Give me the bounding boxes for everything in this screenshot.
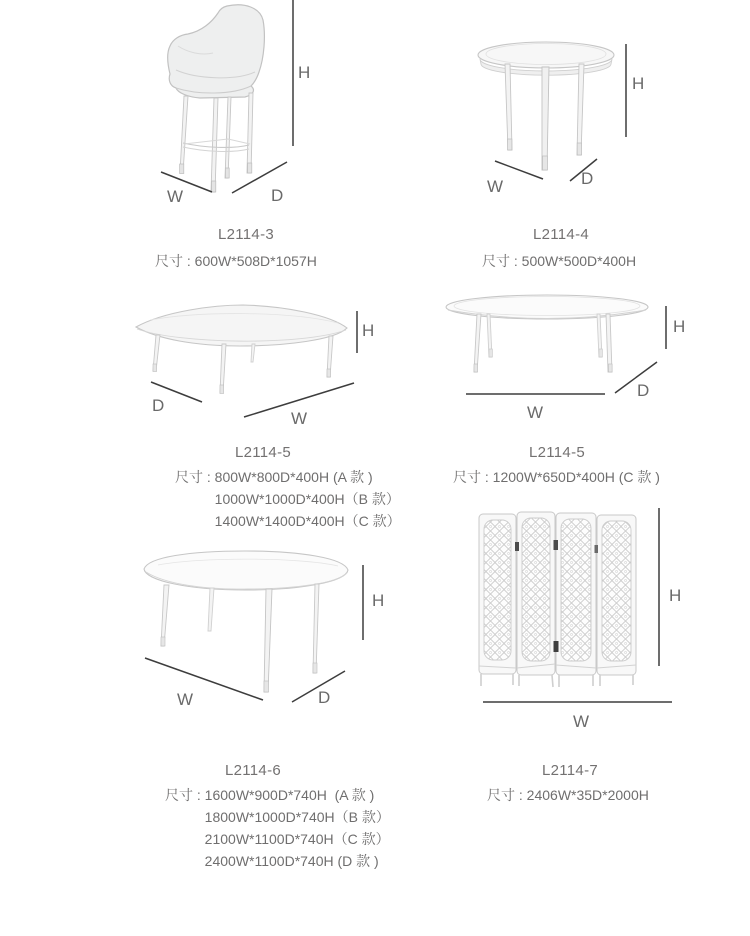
size-line: 1200W*650D*400H (C 款 ): [492, 469, 660, 485]
product-code: L2114-7: [541, 762, 599, 779]
size-line: 800W*800D*400H (A 款 ): [214, 469, 373, 485]
product-dimensions: [482, 250, 636, 272]
depth-label: D: [271, 186, 284, 205]
height-label: H: [298, 63, 311, 82]
height-label: H: [372, 591, 385, 610]
width-label: W: [291, 409, 308, 428]
size-line: 500W*500D*400H: [521, 253, 637, 269]
oval-coffee-table-sketch: [446, 295, 666, 394]
size-line: 1000W*1000D*400H（B 款）: [214, 491, 400, 507]
product-dimensions: [155, 250, 317, 272]
product-dimensions: [453, 466, 660, 488]
bar-chair-sketch: [161, 0, 293, 193]
size-line: 2406W*35D*2000H: [526, 787, 649, 803]
product-code: L2114-4: [532, 226, 590, 243]
dimensions-prefix: 尺寸 :: [487, 787, 527, 803]
height-label: H: [669, 586, 682, 605]
size-lines: [493, 466, 660, 488]
product-code: L2114-6: [224, 762, 282, 779]
product-dimensions: [487, 784, 649, 806]
height-label: H: [673, 317, 686, 336]
dimensions-prefix: 尺寸 :: [175, 469, 215, 485]
depth-label: D: [581, 169, 594, 188]
size-line: 2400W*1100D*740H (D 款 ): [204, 853, 379, 869]
width-label: W: [487, 177, 504, 196]
size-line: 1600W*900D*740H (A 款 ): [204, 787, 375, 803]
width-label: W: [527, 403, 544, 422]
width-label: W: [177, 690, 194, 709]
depth-label: D: [318, 688, 331, 707]
size-lines: [527, 784, 649, 806]
dimensions-prefix: 尺寸 :: [155, 253, 195, 269]
size-line: 1800W*1000D*740H（B 款）: [204, 809, 390, 825]
depth-label: D: [637, 381, 650, 400]
size-line: 600W*508D*1057H: [194, 253, 317, 269]
size-line: 1400W*1400D*400H（C 款）: [214, 513, 401, 529]
depth-label: D: [152, 396, 165, 415]
dimensions-prefix: 尺寸 :: [482, 253, 522, 269]
size-lines: [522, 250, 636, 272]
product-code: L2114-5: [234, 444, 292, 461]
rounded-square-coffee-table-sketch: [136, 305, 357, 417]
height-label: H: [632, 74, 645, 93]
product-code: L2114-3: [217, 226, 275, 243]
product-dimensions: [175, 466, 401, 532]
round-side-table-sketch: [478, 42, 626, 181]
dimensions-prefix: 尺寸 :: [165, 787, 205, 803]
product-code: L2114-5: [528, 444, 586, 461]
dimensions-prefix: 尺寸 :: [453, 469, 493, 485]
product-dimensions: [165, 784, 390, 872]
oval-dining-table-sketch: [144, 551, 363, 702]
width-label: W: [167, 187, 184, 206]
size-lines: [215, 466, 401, 532]
size-lines: [205, 784, 390, 872]
width-label: W: [573, 712, 590, 731]
size-lines: [195, 250, 317, 272]
size-line: 2100W*1100D*740H（C 款）: [204, 831, 390, 847]
height-label: H: [362, 321, 375, 340]
folding-screen-sketch: [479, 508, 672, 702]
